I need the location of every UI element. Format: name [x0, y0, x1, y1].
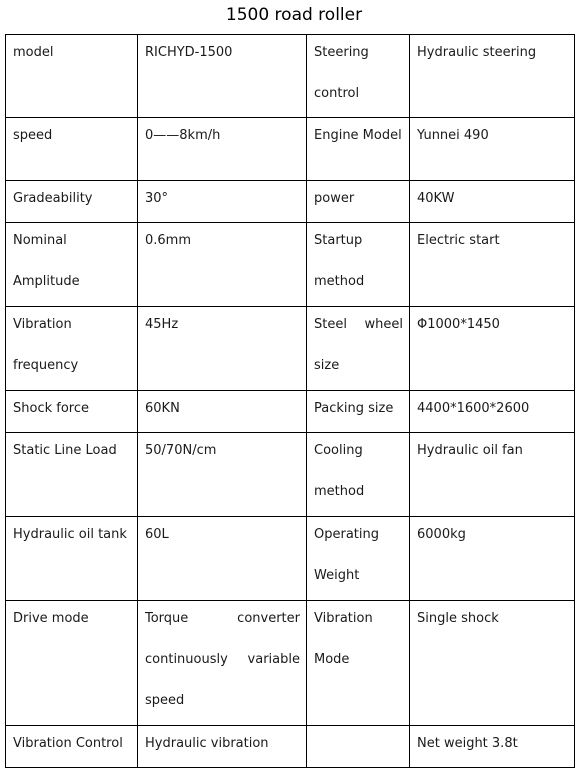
table-row	[6, 307, 575, 391]
spec-label: Static Line Load	[6, 433, 138, 517]
spec-value: Electric start	[410, 223, 575, 307]
spec-value: Φ1000*1450	[410, 307, 575, 391]
spec-value: 60KN	[138, 391, 307, 433]
spec-label: Vibration Mode	[307, 601, 410, 726]
table-row	[6, 181, 575, 223]
spec-value: 0——8km/h	[138, 118, 307, 181]
spec-label: Engine Model	[307, 118, 410, 181]
table-row	[6, 726, 575, 768]
spec-value: Torque converter continuously variable speed	[138, 601, 307, 726]
spec-value: Hydraulic steering	[410, 35, 575, 118]
table-row	[6, 391, 575, 433]
spec-value: Hydraulic oil fan	[410, 433, 575, 517]
spec-label: Hydraulic oil tank	[6, 517, 138, 601]
spec-value: 30°	[138, 181, 307, 223]
spec-label: Startup method	[307, 223, 410, 307]
spec-value: 0.6mm	[138, 223, 307, 307]
spec-label: power	[307, 181, 410, 223]
spec-label: Operating Weight	[307, 517, 410, 601]
spec-label: Vibration Control	[6, 726, 138, 768]
spec-label: Steering control	[307, 35, 410, 118]
page-title: 1500 road roller	[225, 5, 363, 25]
spec-value: 6000kg	[410, 517, 575, 601]
table-row	[6, 433, 575, 517]
spec-value: 4400*1600*2600	[410, 391, 575, 433]
spec-label: Shock force	[6, 391, 138, 433]
spec-value: Hydraulic vibration	[138, 726, 307, 768]
spec-value: Single shock	[410, 601, 575, 726]
spec-value: 45Hz	[138, 307, 307, 391]
table-row	[6, 35, 575, 118]
table-row	[6, 118, 575, 181]
spec-label	[307, 726, 410, 768]
spec-label: Gradeability	[6, 181, 138, 223]
spec-value: RICHYD-1500	[138, 35, 307, 118]
spec-value: 40KW	[410, 181, 575, 223]
spec-label: Cooling method	[307, 433, 410, 517]
spec-label: model	[6, 35, 138, 118]
spec-value: Net weight 3.8t	[410, 726, 575, 768]
spec-value: 50/70N/cm	[138, 433, 307, 517]
spec-table	[5, 34, 575, 768]
table-row	[6, 517, 575, 601]
spec-label: Nominal Amplitude	[6, 223, 138, 307]
spec-label: Packing size	[307, 391, 410, 433]
spec-value: 60L	[138, 517, 307, 601]
table-row	[6, 223, 575, 307]
spec-label: Steel wheel size	[307, 307, 410, 391]
spec-value: Yunnei 490	[410, 118, 575, 181]
spec-label: Drive mode	[6, 601, 138, 726]
table-row	[6, 601, 575, 726]
spec-label: speed	[6, 118, 138, 181]
spec-label: Vibration frequency	[6, 307, 138, 391]
